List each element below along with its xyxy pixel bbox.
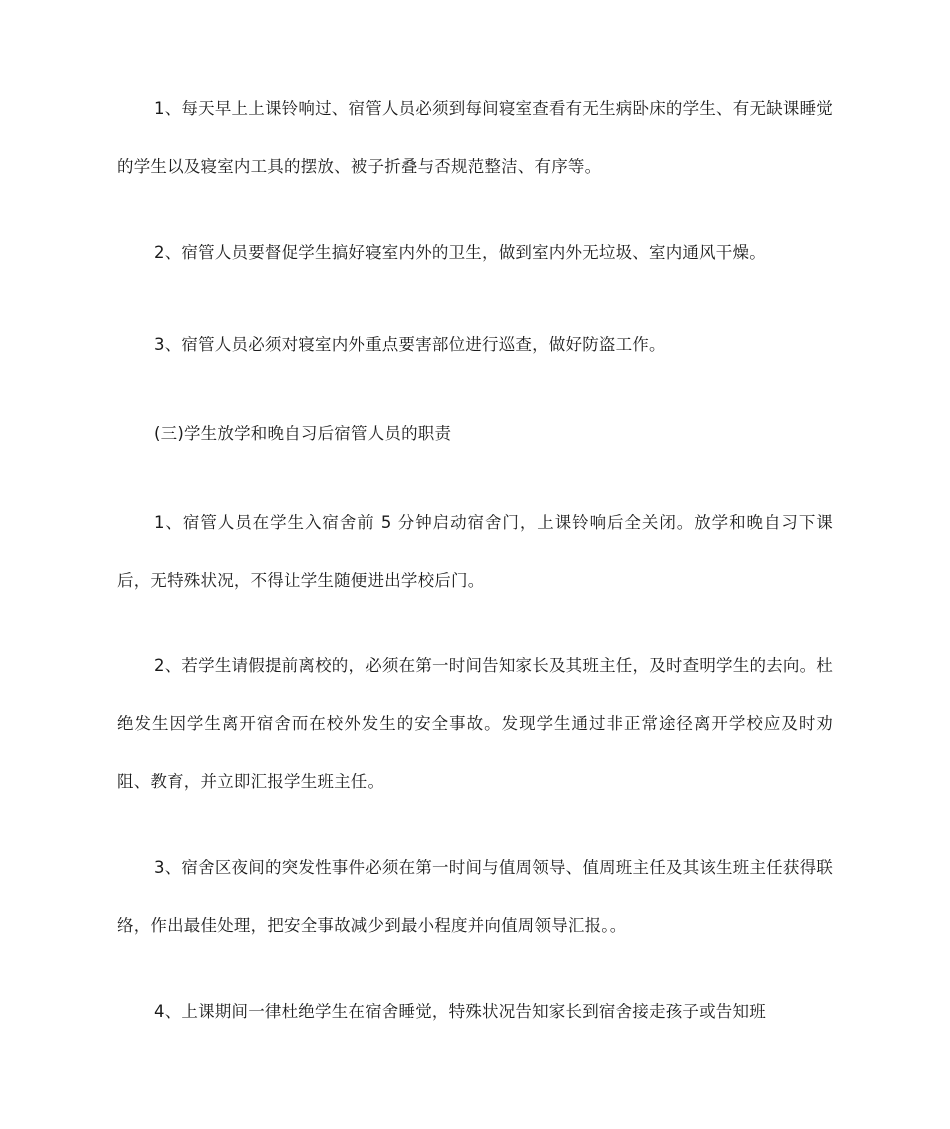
paragraph-section3-item-3: 3、宿舍区夜间的突发性事件必须在第一时间与值周领导、值周班主任及其该生班主任获得联络，作出最佳处理，把安全事故减少到最小程度并向值周领导汇报。。 [117, 858, 833, 935]
section-heading-3: (三)学生放学和晚自习后宿管人员的职责 [154, 424, 452, 443]
paragraph-duty-3: 3、宿管人员必须对寝室内外重点要害部位进行巡查，做好防盗工作。 [154, 335, 666, 354]
paragraph-section3-item-4: 4、上课期间一律杜绝学生在宿舍睡觉，特殊状况告知家长到宿舍接走孩子或告知班 [154, 1002, 766, 1021]
paragraph-section3-item-1: 1、宿管人员在学生入宿舍前 5 分钟启动宿舍门，上课铃响后全关闭。放学和晚自习下课后，无特殊状况，不得让学生随便进出学校后门。 [117, 513, 833, 590]
paragraph-duty-2: 2、宿管人员要督促学生搞好寝室内外的卫生，做到室内外无垃圾、室内通风干燥。 [154, 243, 766, 262]
paragraph-duty-1: 1、每天早上上课铃响过、宿管人员必须到每间寝室查看有无生病卧床的学生、有无缺课睡觉的学生以及寝室内工具的摆放、被子折叠与否规范整洁、有序等。 [117, 99, 833, 176]
paragraph-section3-item-2: 2、若学生请假提前离校的，必须在第一时间告知家长及其班主任，及时查明学生的去向。杜绝发生因学生离开宿舍而在校外发生的安全事故。发现学生通过非正常途径离开学校应及时劝阻、教育，并立即汇报学生班主任。 [117, 656, 833, 791]
